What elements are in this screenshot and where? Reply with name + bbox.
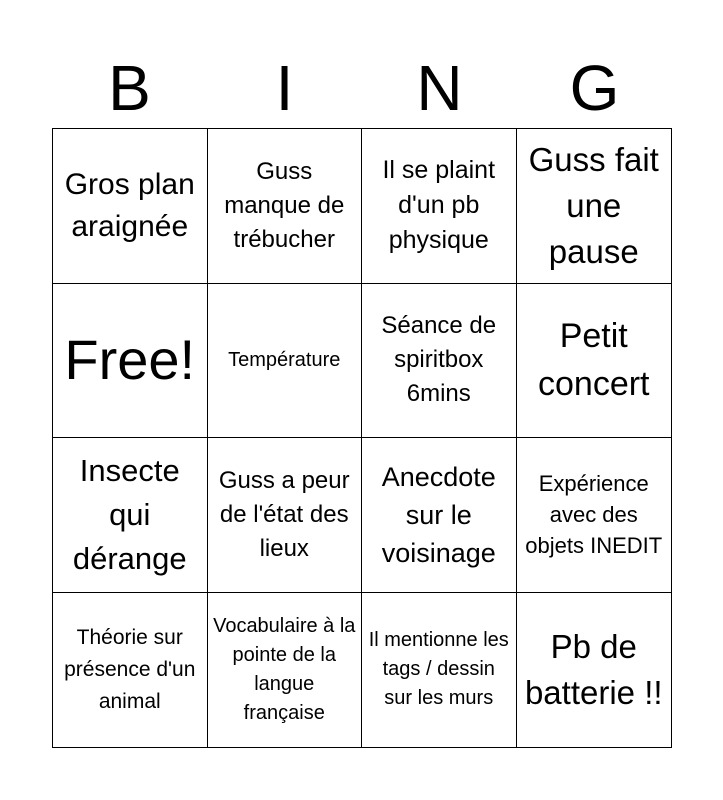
bingo-cell-11[interactable] [362,438,517,593]
bingo-cell-text: Température [228,349,341,372]
bingo-cell-12[interactable] [517,438,672,593]
header-letter-i: I [275,52,294,124]
bingo-cell-16[interactable] [517,593,672,748]
bingo-cell-9[interactable] [53,438,208,593]
bingo-cell-text: Expérience avec des objets INEDIT [525,471,663,559]
bingo-cell-text: Guss a peur de l'état des lieux [218,466,350,562]
header-letter-g: G [569,52,620,124]
bingo-cell-text: Gros plan araignée [64,167,195,243]
bingo-cell-text: Anecdote sur le voisinage [381,461,496,568]
bingo-cell-7[interactable] [362,284,517,439]
header-letter-n: N [416,52,463,124]
bingo-header [52,48,672,128]
bingo-cell-text: Guss fait une pause [528,140,659,270]
bingo-cell-text: Théorie sur présence d'un animal [64,625,196,713]
bingo-cell-text: Guss manque de trébucher [224,157,345,253]
bingo-cell-text: Pb de batterie !! [524,627,663,711]
bingo-cell-2[interactable] [208,129,363,284]
bingo-cell-free[interactable] [53,284,208,439]
bingo-cell-3[interactable] [362,129,517,284]
bingo-cell-1[interactable] [53,129,208,284]
bingo-cell-8[interactable] [517,284,672,439]
bingo-cell-text: Petit concert [538,317,650,404]
bingo-cell-6[interactable] [208,284,363,439]
bingo-cell-text: Vocabulaire à la pointe de la langue française [213,614,356,724]
bingo-cell-13[interactable] [53,593,208,748]
header-letter-b: B [108,52,151,124]
bingo-cell-10[interactable] [208,438,363,593]
bingo-cell-text: Insecte qui dérange [72,452,187,576]
bingo-cell-14[interactable] [208,593,363,748]
bingo-cell-text: Free! [64,328,196,392]
bingo-board [52,128,672,748]
bingo-cell-text: Il se plaint d'un pb physique [382,156,496,255]
bingo-cell-text: Il mentionne les tags / dessin sur les murs [368,629,509,710]
bingo-cell-text: Séance de spiritbox 6mins [381,312,497,408]
bingo-cell-15[interactable] [362,593,517,748]
bingo-cell-4[interactable] [517,129,672,284]
